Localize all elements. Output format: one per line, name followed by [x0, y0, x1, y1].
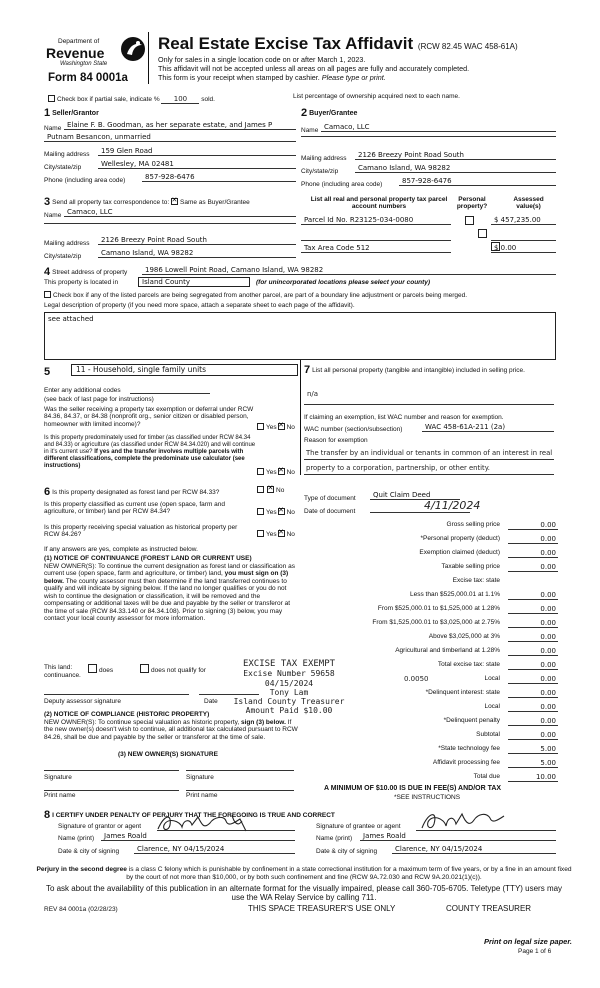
deputy-date-label: Date	[204, 698, 218, 705]
instruction-line-1: Only for sales in a single location code on or after March 1, 2023.	[158, 55, 366, 64]
subtotal[interactable]: 0.00	[508, 731, 558, 740]
county-select[interactable]: Island County	[138, 277, 250, 287]
buyer-section	[301, 107, 556, 189]
corr-city-label: City/state/zip	[44, 253, 82, 260]
corr-name-label: Name	[44, 212, 62, 219]
grantee-name-value[interactable]: James Roald	[360, 832, 556, 841]
stamp-county: Island County Treasurer	[233, 696, 345, 706]
current-use-no-label: No	[286, 509, 295, 516]
legal-description-label: Legal description of property (if you need more space, attach a separate sheet to each page of the affidavit).	[44, 302, 355, 309]
wac-value[interactable]: WAC 458-61A-211 (2a)	[422, 423, 554, 432]
grantor-name-label: Name (print)	[58, 835, 95, 842]
owner-print-line-1[interactable]	[44, 790, 179, 791]
timber-yes-checkbox[interactable]	[257, 468, 264, 475]
notice-compliance-title: (2) NOTICE OF COMPLIANCE (HISTORIC PROPERTY)	[44, 711, 210, 718]
doc-type-value[interactable]: Quit Claim Deed	[370, 491, 460, 500]
see-instructions-note: *SEE INSTRUCTIONS	[394, 794, 461, 801]
perjury-text: is a class C felony which is punishable by confinement in a state correctional institution for a maximum term of five years, or by a fine in an amount fixed by the court of not more than $10,000, or by both such confinement and fine (RCW 9A.72.030 and RCW 9A.20.021(1)(c)).	[126, 866, 572, 881]
legal-description-field[interactable]: see attached	[44, 312, 556, 360]
tax-line-label: Taxable selling price	[441, 563, 500, 570]
correspondence-section	[44, 196, 296, 266]
see-back-note: (see back of last page for instructions)	[44, 396, 154, 403]
certify-statement: I CERTIFY UNDER PENALTY OF PERJURY THAT THE FOREGOING IS TRUE AND CORRECT	[52, 812, 335, 819]
grantee-name-label: Name (print)	[316, 835, 353, 842]
owner-signature-line-1[interactable]	[44, 770, 179, 771]
reason-line-2[interactable]: property to a corporation, partnership, or other entity.	[306, 464, 490, 472]
county-treasurer-label: COUNTY TREASURER	[446, 904, 532, 913]
legal-paper-note: Print on legal size paper.	[484, 937, 572, 946]
list-percentage-note: List percentage of ownership acquired next to each name.	[293, 93, 460, 100]
tax-line	[300, 759, 558, 769]
owner-signature-label-2: Signature	[186, 774, 214, 781]
doc-date-value[interactable]: 4/11/2024	[424, 499, 481, 512]
exemption-claim-label: If claiming an exemption, list WAC number and reason for exemption.	[304, 414, 504, 421]
reason-underline-2	[304, 474, 554, 475]
exemption-yes-label: Yes	[266, 424, 277, 431]
form-rcw: (RCW 82.45 WAC 458-61A)	[417, 42, 518, 51]
revision-label: REV 84 0001a (02/28/23)	[44, 906, 118, 913]
instruction-print: Please type or print.	[321, 73, 386, 82]
stamp-amount-paid: Amount Paid $10.00	[245, 706, 333, 716]
continuance-label: continuance.	[44, 672, 81, 679]
forest-no-label: No	[276, 487, 285, 494]
tax-line	[300, 563, 558, 573]
section-8-number: 8	[44, 809, 51, 821]
exemption-question: Was the seller receiving a property tax exemption or deferral under RCW 84.36, 84.37, or 84.38 (nonprofit org., senior citizen or disabled person, homeowner with limited income)?	[44, 406, 254, 428]
forest-no-checkbox[interactable]	[267, 486, 274, 493]
stamp-excise-number: Excise Number 59658	[243, 669, 335, 679]
timber-question	[44, 435, 256, 469]
dept-of-label: Department of	[58, 38, 100, 45]
tax-line	[300, 619, 558, 629]
buyer-name-line-2[interactable]	[301, 136, 556, 137]
segregated-checkbox[interactable]	[44, 291, 51, 298]
notice-continuance-text-b: The county assessor must then determine if the land transferred continues to qualify and will indicate by signing below. If the land no longer qualifies or you do not wish to continue the designation or classification, it will be removed and the compensating or additional taxes will be due and payable by the seller or transferor at the time of sale (RCW 84.33.140 or 84.34.108). Prior to signing (3) below, you may contact your local county assessor for more information.	[44, 577, 291, 623]
historic-no-label: No	[286, 531, 295, 538]
tax-bracket-3[interactable]: 0.00	[508, 619, 558, 628]
washington-state-label: Washington State	[60, 61, 108, 67]
seller-section	[44, 107, 296, 189]
local-excise[interactable]: 0.00	[508, 675, 558, 684]
parcel-value-1[interactable]: $ 457,235.00	[491, 216, 556, 225]
seller-city-label: City/state/zip	[44, 164, 82, 171]
tax-line-label: Local	[484, 675, 500, 682]
deputy-signature-label: Deputy assessor signature	[44, 698, 121, 705]
treasurer-use-label: THIS SPACE TREASURER'S USE ONLY	[248, 904, 396, 913]
perjury-bold: Perjury in the second degree	[36, 866, 127, 873]
seller-title: Seller/Grantor	[52, 110, 99, 117]
buyer-mailing-value[interactable]: 2126 Breezy Point Road South	[355, 151, 556, 160]
partial-percent-value[interactable]: 100	[161, 95, 199, 104]
notice-continuance-title: (1) NOTICE OF CONTINUANCE (FOREST LAND OR CURRENT USE)	[44, 555, 252, 562]
section-1-number: 1	[44, 107, 51, 119]
timber-question-bold: If yes and the transfer involves multiple parcels with different classifications, complete the predominate use calculator (see instructions)	[44, 448, 245, 469]
column-divider	[300, 360, 301, 475]
parcel-table	[301, 196, 556, 266]
grantor-date-city-value[interactable]: Clarence, NY 04/15/2024	[134, 845, 295, 854]
stamp-treasurer-name: Tony Lam	[269, 687, 309, 697]
personal-property-col-header: Personal property?	[456, 196, 488, 211]
notice-compliance-body	[44, 719, 298, 741]
if-any-yes-note: If any answers are yes, complete as instructed below.	[44, 546, 198, 553]
tax-line	[300, 521, 558, 531]
notice-compliance-bold: sign (3) below.	[241, 719, 286, 726]
assessed-value-col-header: Assessed value(s)	[513, 196, 544, 211]
tax-line	[300, 647, 558, 657]
section-6-number: 6	[44, 486, 51, 498]
seller-mailing-value[interactable]: 159 Glen Road	[98, 147, 296, 156]
tax-line-label: Total due	[473, 773, 500, 780]
parcel-value-3[interactable]: $ 0.00	[491, 244, 556, 253]
seller-phone-label: Phone (including area code)	[44, 177, 126, 184]
tax-line	[300, 731, 558, 741]
parcel-value-2[interactable]	[491, 231, 556, 241]
agricultural-tax[interactable]: 0.00	[508, 647, 558, 656]
tax-line-label: Local	[484, 703, 500, 710]
grantee-date-city-value[interactable]: Clarence, NY 04/15/2024	[392, 845, 556, 854]
treasurer-stamp	[222, 659, 356, 715]
historic-yes-label: Yes	[266, 531, 277, 538]
buyer-city-label: City/state/zip	[301, 168, 339, 175]
parcel-id-1[interactable]: Parcel Id No. R23125-034-0080	[301, 216, 451, 225]
parcel-1-personal-checkbox[interactable]	[465, 216, 474, 225]
notice-continuance-bold: you must sign on (3) below.	[44, 570, 289, 585]
sold-label: sold.	[201, 96, 215, 103]
segregated-label: Check box if any of the listed parcels are being segregated from another parcel, are part of a boundary line adjustment or parcels being merged.	[53, 292, 468, 299]
personal-property-line	[304, 404, 554, 405]
current-use-question: Is this property classified as current use (open space, farm and agriculture, or timber) land per RCW 84.34?	[44, 501, 226, 516]
street-value[interactable]: 1986 Lowell Point Road, Camano Island, WA 98282	[142, 266, 556, 275]
owner-signature-line-2[interactable]	[186, 770, 294, 771]
reason-underline-1	[304, 459, 554, 460]
buyer-phone-label: Phone (including area code)	[301, 181, 383, 188]
grantor-date-city-label: Date & city of signing	[58, 848, 120, 855]
exemption-no-label: No	[286, 424, 295, 431]
tax-line	[300, 577, 558, 587]
partial-sale-checkbox[interactable]	[48, 95, 55, 102]
parcel-id-3[interactable]: Tax Area Code 512	[301, 244, 451, 253]
page-number: Page 1 of 6	[518, 948, 552, 955]
tax-bracket-4[interactable]: 0.00	[508, 633, 558, 642]
tax-line-label: *Delinquent interest: state	[425, 689, 500, 696]
revenue-wordmark: Revenue	[46, 45, 105, 61]
historic-question: Is this property receiving special valuation as historical property per RCW 84.26?	[44, 524, 238, 539]
partial-sale-label: Check box if partial sale, indicate %	[57, 96, 160, 103]
corr-name-line-2[interactable]	[44, 223, 296, 224]
tax-line-label: Agricultural and timberland at 1.28%	[395, 647, 500, 654]
tax-line-label: Subtotal	[476, 731, 500, 738]
tax-line-label: Total excise tax: state	[437, 661, 500, 668]
grantee-date-city-label: Date & city of signing	[316, 848, 378, 855]
header-divider	[148, 32, 149, 84]
buyer-name-label: Name	[301, 127, 319, 134]
dor-seal-icon	[118, 34, 148, 64]
grantee-signature-label: Signature of grantee or agent	[316, 823, 401, 830]
owner-print-label-2: Print name	[186, 792, 218, 799]
seller-name-line-2[interactable]: Putnam Besancon, unmarried	[44, 133, 296, 142]
forest-yes-checkbox[interactable]	[257, 486, 264, 493]
section-7-number: 7	[304, 364, 311, 376]
seller-phone-value[interactable]: 857-928-6476	[142, 173, 296, 182]
tax-line-label: Above $3,025,000 at 3%	[428, 633, 500, 640]
tax-line	[300, 549, 558, 559]
total-due[interactable]: 10.00	[508, 773, 558, 782]
new-owner-signature-title: (3) NEW OWNER(S) SIGNATURE	[118, 751, 218, 758]
timber-no-checkbox[interactable]	[278, 468, 285, 475]
tax-line	[300, 717, 558, 727]
form-number: Form 84 0001a	[48, 72, 128, 84]
alt-format-notice: To ask about the availability of this publication in an alternate format for the visually impaired, please call 360-705-6705. Teletype (TTY) users may use the WA Relay Service by calling 711.	[45, 884, 563, 903]
tax-line-label: *Delinquent penalty	[443, 717, 500, 724]
buyer-name-value[interactable]: Camaco, LLC	[321, 123, 556, 132]
tax-line	[300, 535, 558, 545]
owner-print-label-1: Print name	[44, 792, 76, 799]
delinquent-interest-state[interactable]: 0.00	[508, 689, 558, 698]
street-label: Street address of property	[52, 269, 128, 276]
total-excise-state[interactable]: 0.00	[508, 661, 558, 670]
section-3-number: 3	[44, 196, 51, 208]
tax-line-label: Affidavit processing fee	[432, 759, 500, 766]
exemption-claimed-deduct[interactable]: 0.00	[508, 549, 558, 558]
reason-line-1[interactable]: The transfer by an individual or tenants in common of an interest in real	[306, 449, 553, 457]
notice-compliance-text-a: NEW OWNER(S): To continue special valuation as historic property,	[44, 719, 240, 726]
instruction-line-2: This affidavit will not be accepted unless all areas on all pages are fully and accurately completed.	[158, 64, 470, 73]
tax-line-label: From $1,525,000.01 to $3,025,000 at 2.75%	[372, 619, 500, 626]
tax-line-label: *State technology fee	[438, 745, 500, 752]
historic-no-checkbox[interactable]	[278, 530, 285, 537]
current-use-no-checkbox[interactable]	[278, 508, 285, 515]
perjury-notice	[34, 866, 574, 881]
parcel-col-header: List all real and personal property tax parcel account numbers	[310, 196, 448, 211]
form-title: Real Estate Excise Tax Affidavit	[158, 34, 414, 53]
buyer-phone-value[interactable]: 857-928-6476	[399, 177, 556, 186]
grantor-signature-label: Signature of grantor or agent	[58, 823, 142, 830]
forest-question: Is this property designated as forest land per RCW 84.33?	[52, 489, 220, 496]
tax-line-label: Gross selling price	[446, 521, 500, 528]
affidavit-processing-fee[interactable]: 5.00	[508, 759, 558, 768]
personal-property-deduct[interactable]: 0.00	[508, 535, 558, 544]
section-2-number: 2	[301, 107, 308, 119]
minimum-due-note: A MINIMUM OF $10.00 IS DUE IN FEE(S) AND/OR TAX	[324, 785, 502, 792]
historic-yes-checkbox[interactable]	[257, 530, 264, 537]
current-use-yes-label: Yes	[266, 509, 277, 516]
notice-continuance-body	[44, 563, 298, 623]
seller-name-line-1[interactable]: Elaine F. B. Goodman, as her separate estate, and James P	[64, 121, 296, 130]
this-land-label: This land:	[44, 664, 73, 671]
located-in-label: This property is located in	[44, 279, 119, 286]
grantor-name-value[interactable]: James Roald	[101, 832, 295, 841]
land-does-not-label: does not qualify for	[151, 667, 206, 674]
unincorporated-note: (for unincorporated locations please select your county)	[256, 279, 431, 286]
tax-bracket-1[interactable]: 0.00	[508, 591, 558, 600]
tax-line	[300, 633, 558, 643]
buyer-city-value[interactable]: Camano Island, WA 98282	[355, 164, 556, 173]
wac-label: WAC number (section/subsection)	[304, 426, 403, 433]
additional-codes-label: Enter any additional codes	[44, 387, 121, 394]
state-technology-fee[interactable]: 5.00	[508, 745, 558, 754]
owner-signature-label-1: Signature	[44, 774, 72, 781]
grantee-signature-icon	[416, 808, 536, 834]
corr-mailing-label: Mailing address	[44, 240, 90, 247]
tax-line-label: From $525,000.01 to $1,525,000 at 1.28%	[377, 605, 500, 612]
buyer-title: Buyer/Grantee	[309, 110, 358, 117]
land-use-select[interactable]: 11 - Household, single family units	[71, 364, 298, 376]
same-as-buyer-label: Same as Buyer/Grantee	[180, 199, 250, 206]
corr-mailing-value[interactable]: 2126 Breezy Point Road South	[98, 236, 296, 245]
land-does-checkbox[interactable]	[88, 664, 97, 673]
exemption-no-checkbox[interactable]	[278, 423, 285, 430]
tax-line-label: Less than $525,000.01 at 1.1%	[410, 591, 500, 598]
land-does-label: does	[99, 667, 114, 674]
tax-line	[300, 745, 558, 755]
stamp-exempt: EXCISE TAX EXEMPT	[242, 659, 336, 669]
instruction-line-3: This form is your receipt when stamped by cashier.	[158, 73, 320, 82]
form-title-row	[158, 34, 518, 54]
section-4-number: 4	[44, 266, 51, 278]
timber-no-label: No	[286, 469, 295, 476]
current-use-yes-checkbox[interactable]	[257, 508, 264, 515]
deputy-signature-line[interactable]	[44, 694, 189, 695]
tax-line-label: Exemption claimed (deduct)	[419, 549, 500, 556]
owner-print-line-2[interactable]	[186, 790, 294, 791]
same-as-buyer-checkbox[interactable]	[171, 198, 178, 205]
form-instructions	[158, 55, 469, 82]
tax-line	[300, 591, 558, 601]
timber-yes-label: Yes	[266, 469, 277, 476]
delinquent-penalty[interactable]: 0.00	[508, 717, 558, 726]
partial-sale-row	[48, 95, 215, 104]
tax-line	[300, 605, 558, 615]
gross-selling-price[interactable]: 0.00	[508, 521, 558, 530]
corr-city-value[interactable]: Camano Island, WA 98282	[98, 249, 296, 258]
buyer-mailing-label: Mailing address	[301, 155, 347, 162]
personal-property-label: List all personal property (tangible and intangible) included in selling price.	[312, 367, 525, 374]
notice-continuance-text-a: NEW OWNER(S): To continue the current designation as forest land or classification as current use (open space, farm and agriculture, or timber) land,	[44, 563, 295, 578]
taxable-selling-price[interactable]: 0.00	[508, 563, 558, 572]
tax-line	[300, 773, 558, 783]
personal-property-value[interactable]: n/a	[307, 390, 319, 398]
tax-line-label: Excise tax: state	[452, 577, 500, 584]
seller-city-value[interactable]: Wellesley, MA 02481	[98, 160, 296, 169]
section-5-number: 5	[44, 366, 51, 378]
additional-codes-field[interactable]	[130, 385, 210, 394]
tax-line-label: *Personal property (deduct)	[420, 535, 500, 542]
corr-name-value[interactable]: Camaco, LLC	[64, 208, 296, 217]
seller-mailing-label: Mailing address	[44, 151, 90, 158]
reason-label: Reason for exemption	[304, 437, 368, 444]
parcel-2-personal-checkbox[interactable]	[478, 229, 487, 238]
notice-compliance-text-b: If the new owner(s) doesn't wish to continue, all additional tax calculated pursuant to RCW 84.26, shall be due and payable by the seller or transferor at the time of sale.	[44, 719, 298, 741]
delinquent-interest-local[interactable]: 0.00	[508, 703, 558, 712]
doc-date-label: Date of document	[304, 508, 356, 515]
tax-bracket-2[interactable]: 0.00	[508, 605, 558, 614]
exemption-yes-checkbox[interactable]	[257, 423, 264, 430]
parcel-id-2[interactable]	[301, 231, 451, 241]
local-rate[interactable]: 0.0050	[404, 675, 429, 683]
stamp-date: 04/15/2024	[264, 678, 314, 688]
land-does-not-checkbox[interactable]	[140, 664, 149, 673]
correspondence-label: Send all property tax correspondence to:	[52, 199, 170, 206]
doc-type-label: Type of document	[304, 495, 356, 502]
timber-question-text: Is this property predominately used for timber (as classified under RCW 84.34 and 84.33) or agriculture (as classified under RCW 84.34.020) and will continue in it's current use?	[44, 435, 256, 455]
certification-section	[44, 808, 556, 863]
seller-name-label: Name	[44, 125, 62, 132]
